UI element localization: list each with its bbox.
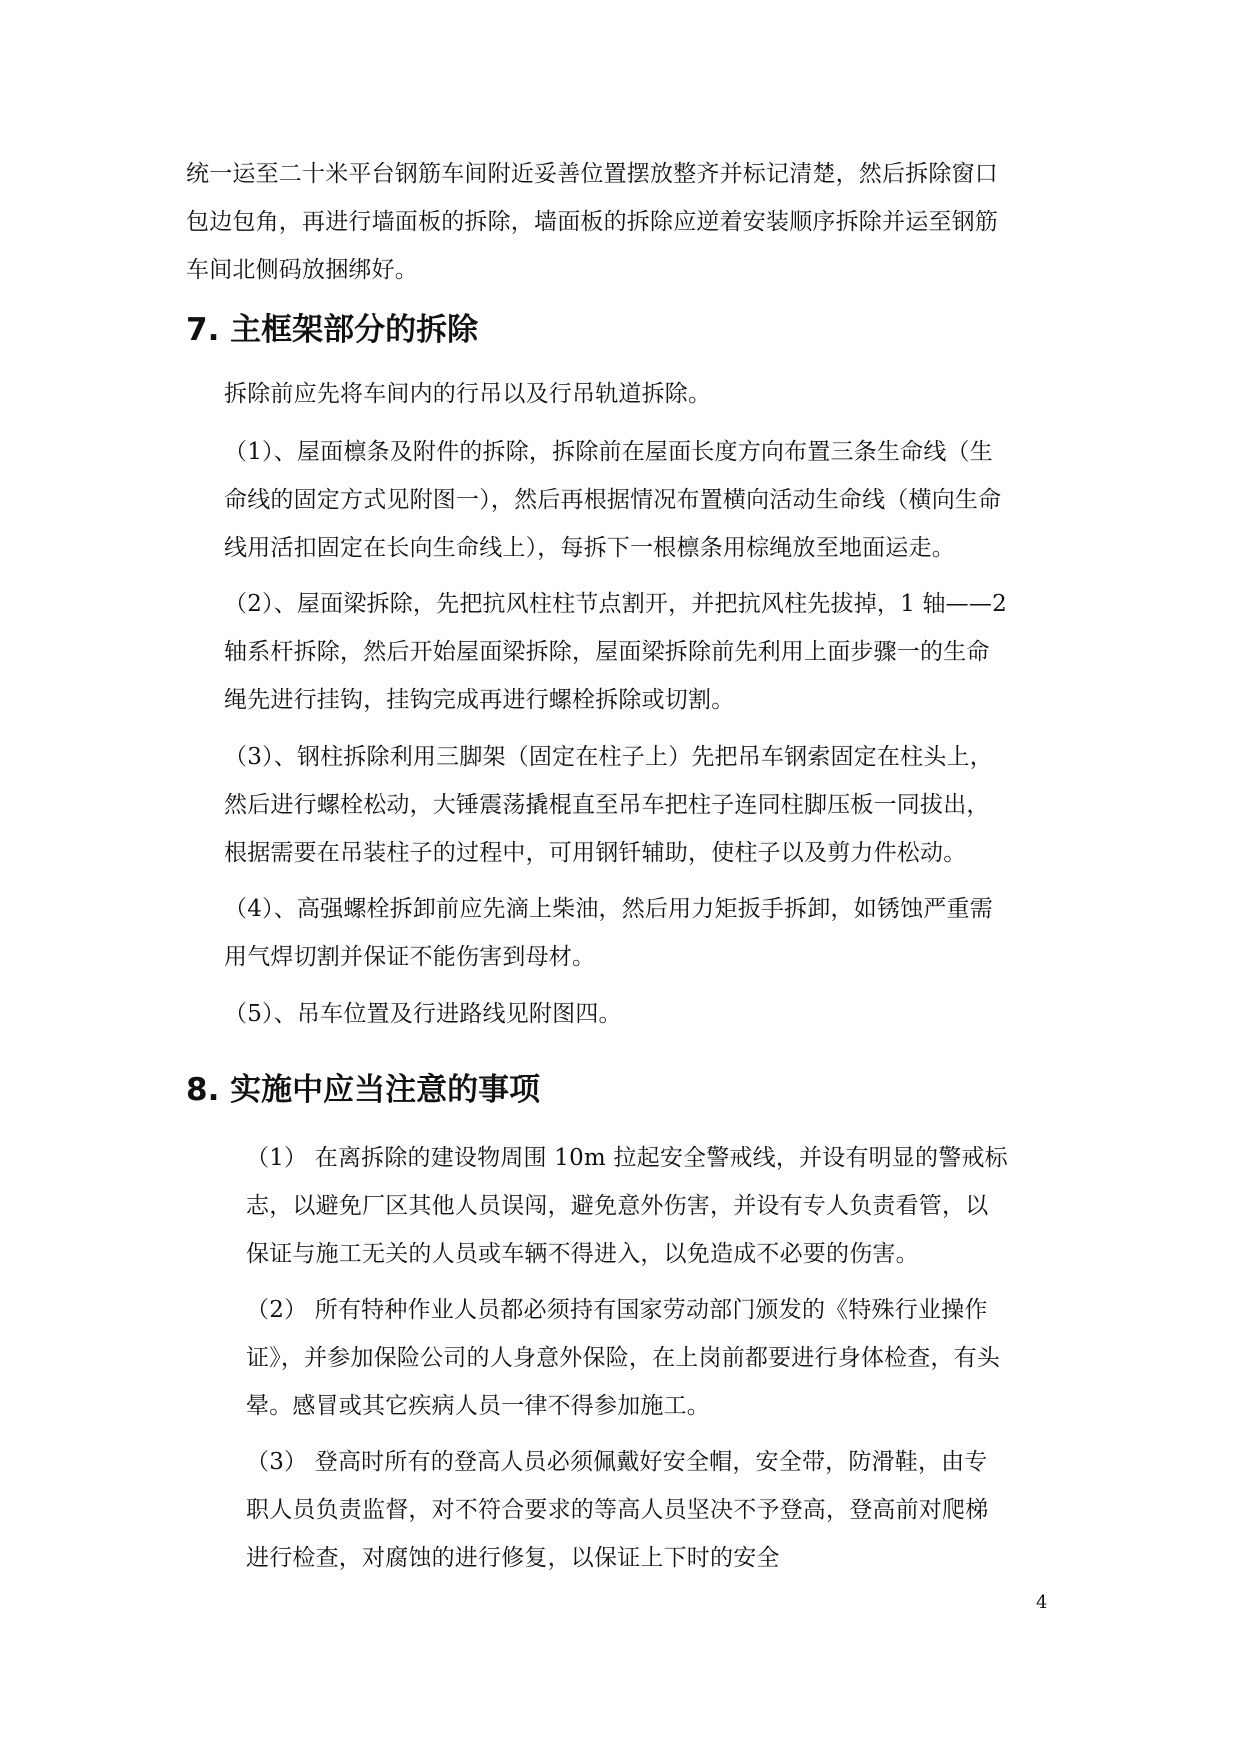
- text-line: 命线的固定方式见附图一），然后再根据情况布置横向活动生命线（横向生命: [224, 487, 1002, 513]
- text-line: 志，以避免厂区其他人员误闯，避免意外伤害，并设有专人负责看管，以: [246, 1193, 989, 1219]
- text-line: 轴系杆拆除，然后开始屋面梁拆除，屋面梁拆除前先利用上面步骤一的生命: [224, 639, 990, 665]
- section-7-item-3: [224, 733, 993, 877]
- text-line: （3） 登高时所有的登高人员必须佩戴好安全帽，安全带，防滑鞋，由专: [246, 1449, 988, 1475]
- text-line: （1）、屋面檩条及附件的拆除，拆除前在屋面长度方向布置三条生命线（生: [224, 439, 993, 465]
- section-7-item-2: [224, 580, 1007, 724]
- text-line: 车间北侧码放捆绑好。: [186, 257, 418, 283]
- text-line: （2） 所有特种作业人员都必须持有国家劳动部门颁发的《特殊行业操作: [246, 1297, 988, 1323]
- text-line: （4）、高强螺栓拆卸前应先滴上柴油，然后用力矩扳手拆卸，如锈蚀严重需: [224, 896, 993, 922]
- intro-paragraph: [186, 150, 998, 294]
- page-number: 4: [1036, 1592, 1048, 1613]
- section-7-item-5: [224, 990, 622, 1038]
- text-line: 用气焊切割并保证不能伤害到母材。: [224, 944, 596, 970]
- text-line: 绳先进行挂钩，挂钩完成再进行螺栓拆除或切割。: [224, 687, 735, 713]
- text-line: 进行检查，对腐蚀的进行修复，以保证上下时的安全: [246, 1545, 780, 1571]
- section-8-item-1: [246, 1134, 1008, 1278]
- section-7-item-1: [224, 428, 1001, 572]
- section-7-heading: 7. 主框架部分的拆除: [186, 312, 479, 348]
- section-7-intro: [224, 370, 711, 418]
- text-line: 证》，并参加保险公司的人身意外保险，在上岗前都要进行身体检查，有头: [246, 1345, 1001, 1371]
- text-line: （1） 在离拆除的建设物周围 10m 拉起安全警戒线，并设有明显的警戒标: [246, 1145, 1008, 1171]
- text-line: 包边包角，再进行墙面板的拆除，墙面板的拆除应逆着安装顺序拆除并运至钢筋: [186, 209, 998, 235]
- section-8-heading: 8. 实施中应当注意的事项: [186, 1072, 541, 1108]
- text-line: 线用活扣固定在长向生命线上），每拆下一根檩条用棕绳放至地面运走。: [224, 535, 955, 561]
- text-line: 统一运至二十米平台钢筋车间附近妥善位置摆放整齐并标记清楚，然后拆除窗口: [186, 161, 998, 187]
- text-line: 根据需要在吊装柱子的过程中，可用钢钎辅助，使柱子以及剪力件松动。: [224, 840, 967, 866]
- text-line: （2）、屋面梁拆除，先把抗风柱柱节点割开，并把抗风柱先拔掉，1 轴——2: [224, 591, 1007, 617]
- text-line: 保证与施工无关的人员或车辆不得进入，以免造成不必要的伤害。: [246, 1241, 919, 1267]
- text-line: （5）、吊车位置及行进路线见附图四。: [224, 1001, 622, 1027]
- text-line: 职人员负责监督，对不符合要求的等高人员坚决不予登高，登高前对爬梯: [246, 1497, 989, 1523]
- text-line: （3）、钢柱拆除利用三脚架（固定在柱子上）先把吊车钢索固定在柱头上，: [224, 744, 993, 770]
- text-line: 晕。感冒或其它疾病人员一律不得参加施工。: [246, 1393, 710, 1419]
- section-8-item-2: [246, 1286, 1000, 1430]
- text-line: 然后进行螺栓松动，大锤震荡撬棍直至吊车把柱子连同柱脚压板一同拔出，: [224, 792, 990, 818]
- text-line: 拆除前应先将车间内的行吊以及行吊轨道拆除。: [224, 381, 712, 407]
- section-8-item-3: [246, 1438, 988, 1582]
- section-7-item-4: [224, 885, 993, 981]
